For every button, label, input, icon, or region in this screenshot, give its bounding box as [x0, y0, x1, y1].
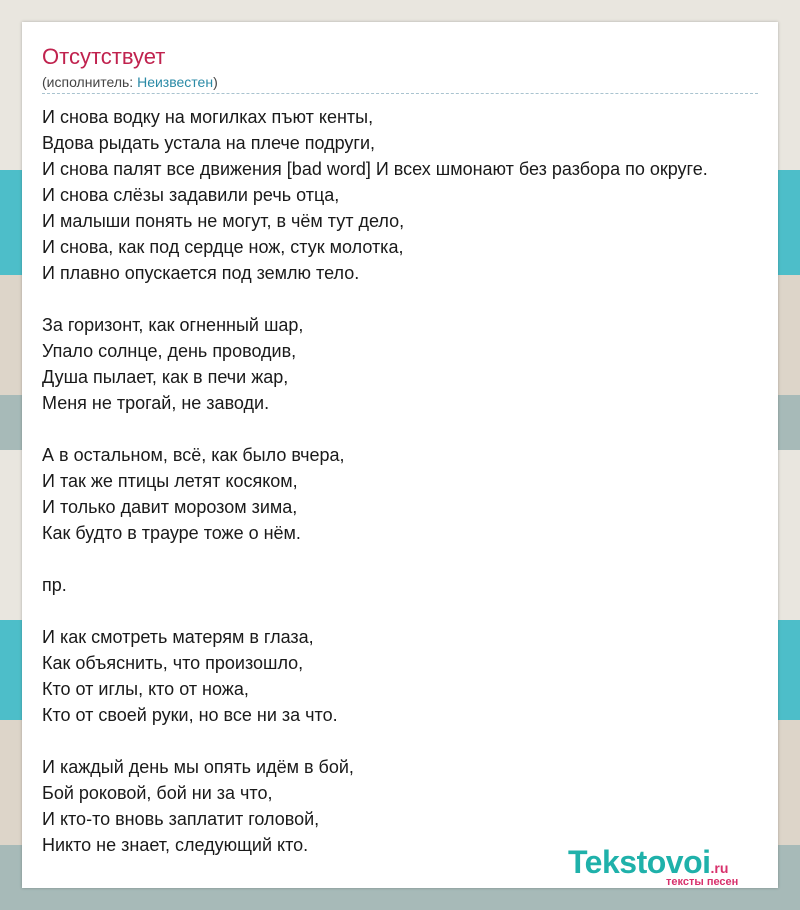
lyric-line: Как объяснить, что произошло, [42, 653, 304, 673]
lyric-line: Кто от своей руки, но все ни за что. [42, 705, 338, 725]
lyric-line: Кто от иглы, кто от ножа, [42, 679, 249, 699]
lyric-line: Как будто в трауре тоже о нём. [42, 523, 301, 543]
song-title: Отсутствует [42, 44, 166, 69]
lyric-line: И снова слёзы задавили речь отца, [42, 185, 340, 205]
artist-line [42, 74, 218, 90]
lyrics-text [42, 104, 708, 858]
lyric-line: Вдова рыдать устала на плече подруги, [42, 133, 376, 153]
title-divider [42, 93, 758, 94]
lyric-line [42, 286, 708, 312]
lyric-line: И снова палят все движения [bad word] И всех шмонают без разбора по округе. [42, 159, 708, 179]
lyric-line [42, 546, 708, 572]
lyric-line: пр. [42, 575, 67, 595]
lyric-line: И снова водку на могилках пъют кенты, [42, 107, 374, 127]
lyric-line: Упало солнце, день проводив, [42, 341, 297, 361]
lyric-line [42, 416, 708, 442]
logo-name: Tekstovoi [568, 844, 711, 880]
lyric-line: Меня не трогай, не заводи. [42, 393, 270, 413]
lyrics-card [22, 22, 778, 888]
artist-suffix: ) [213, 74, 218, 90]
lyric-line: И так же птицы летят косяком, [42, 471, 298, 491]
lyric-line: И плавно опускается под землю тело. [42, 263, 360, 283]
lyric-line: И только давит морозом зима, [42, 497, 298, 517]
lyric-line: И снова, как под сердце нож, стук молотка, [42, 237, 404, 257]
lyric-line: Душа пылает, как в печи жар, [42, 367, 289, 387]
lyric-line: Бой роковой, бой ни за что, [42, 783, 273, 803]
lyric-line: И каждый день мы опять идём в бой, [42, 757, 354, 777]
site-logo[interactable] [568, 844, 739, 888]
lyric-line: И кто-то вновь заплатит головой, [42, 809, 320, 829]
lyric-line: И малыши понять не могут, в чём тут дело, [42, 211, 405, 231]
artist-link[interactable]: Неизвестен [137, 74, 214, 90]
lyric-line [42, 598, 708, 624]
lyric-line: И как смотреть матерям в глаза, [42, 627, 314, 647]
lyric-line: А в остальном, всё, как было вчера, [42, 445, 345, 465]
logo-tagline: тексты песен [666, 876, 739, 888]
logo-domain: .ru [710, 860, 729, 876]
artist-prefix: (исполнитель: [42, 74, 138, 90]
lyric-line [42, 728, 708, 754]
lyric-line: За горизонт, как огненный шар, [42, 315, 304, 335]
lyric-line: Никто не знает, следующий кто. [42, 835, 309, 855]
